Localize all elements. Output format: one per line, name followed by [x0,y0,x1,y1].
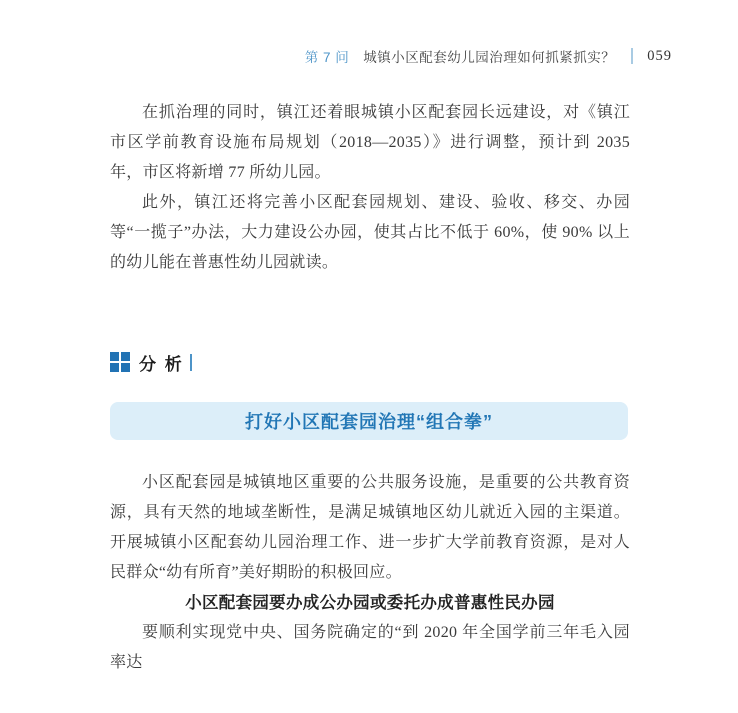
sub-heading-public-kindergarten: 小区配套园要办成公办园或委托办成普惠性民办园 [185,594,555,612]
paragraph-package-measures: 此外，镇江还将完善小区配套园规划、建设、验收、移交、办园等“一揽子”办法，大力建设公办园，使其占比不低于 60%，使 90% 以上的幼儿能在普惠性幼儿园就读。 [110,194,630,271]
analysis-section-marker [110,350,630,374]
analysis-banner-title: 打好小区配套园治理“组合拳” [245,412,493,432]
page-header [305,46,672,66]
paragraph-policy-target: 要顺利实现党中央、国务院确定的“到 2020 年全国学前三年毛入园率达 [110,624,630,671]
paragraph-analysis-intro: 小区配套园是城镇地区重要的公共服务设施，是重要的公共教育资源，具有天然的地域垄断性，是满足城镇地区幼儿就近入园的主渠道。开展城镇小区配套幼儿园治理工作、进一步扩大学前教育资源，是对人民群众“幼有所育”美好期盼的积极回应。 [110,474,630,581]
chapter-label: 第 7 问 [304,50,350,65]
chapter-title: 城镇小区配套幼儿园治理如何抓紧抓实？ [363,50,616,65]
page-number: 059 [647,47,672,64]
paragraph-long-term-planning: 在抓治理的同时，镇江还着眼城镇小区配套园长远建设，对《镇江市区学前教育设施布局规划（2018—2035）》进行调整，预计到 2035 年，市区将新增 77 所幼儿园。 [110,104,630,181]
analysis-section-label: 分 析 [139,354,184,374]
grid-squares-icon [110,352,130,372]
marker-accent-bar [190,354,192,371]
analysis-title-banner [110,402,628,440]
header-divider [631,48,633,64]
text-column [110,98,630,678]
